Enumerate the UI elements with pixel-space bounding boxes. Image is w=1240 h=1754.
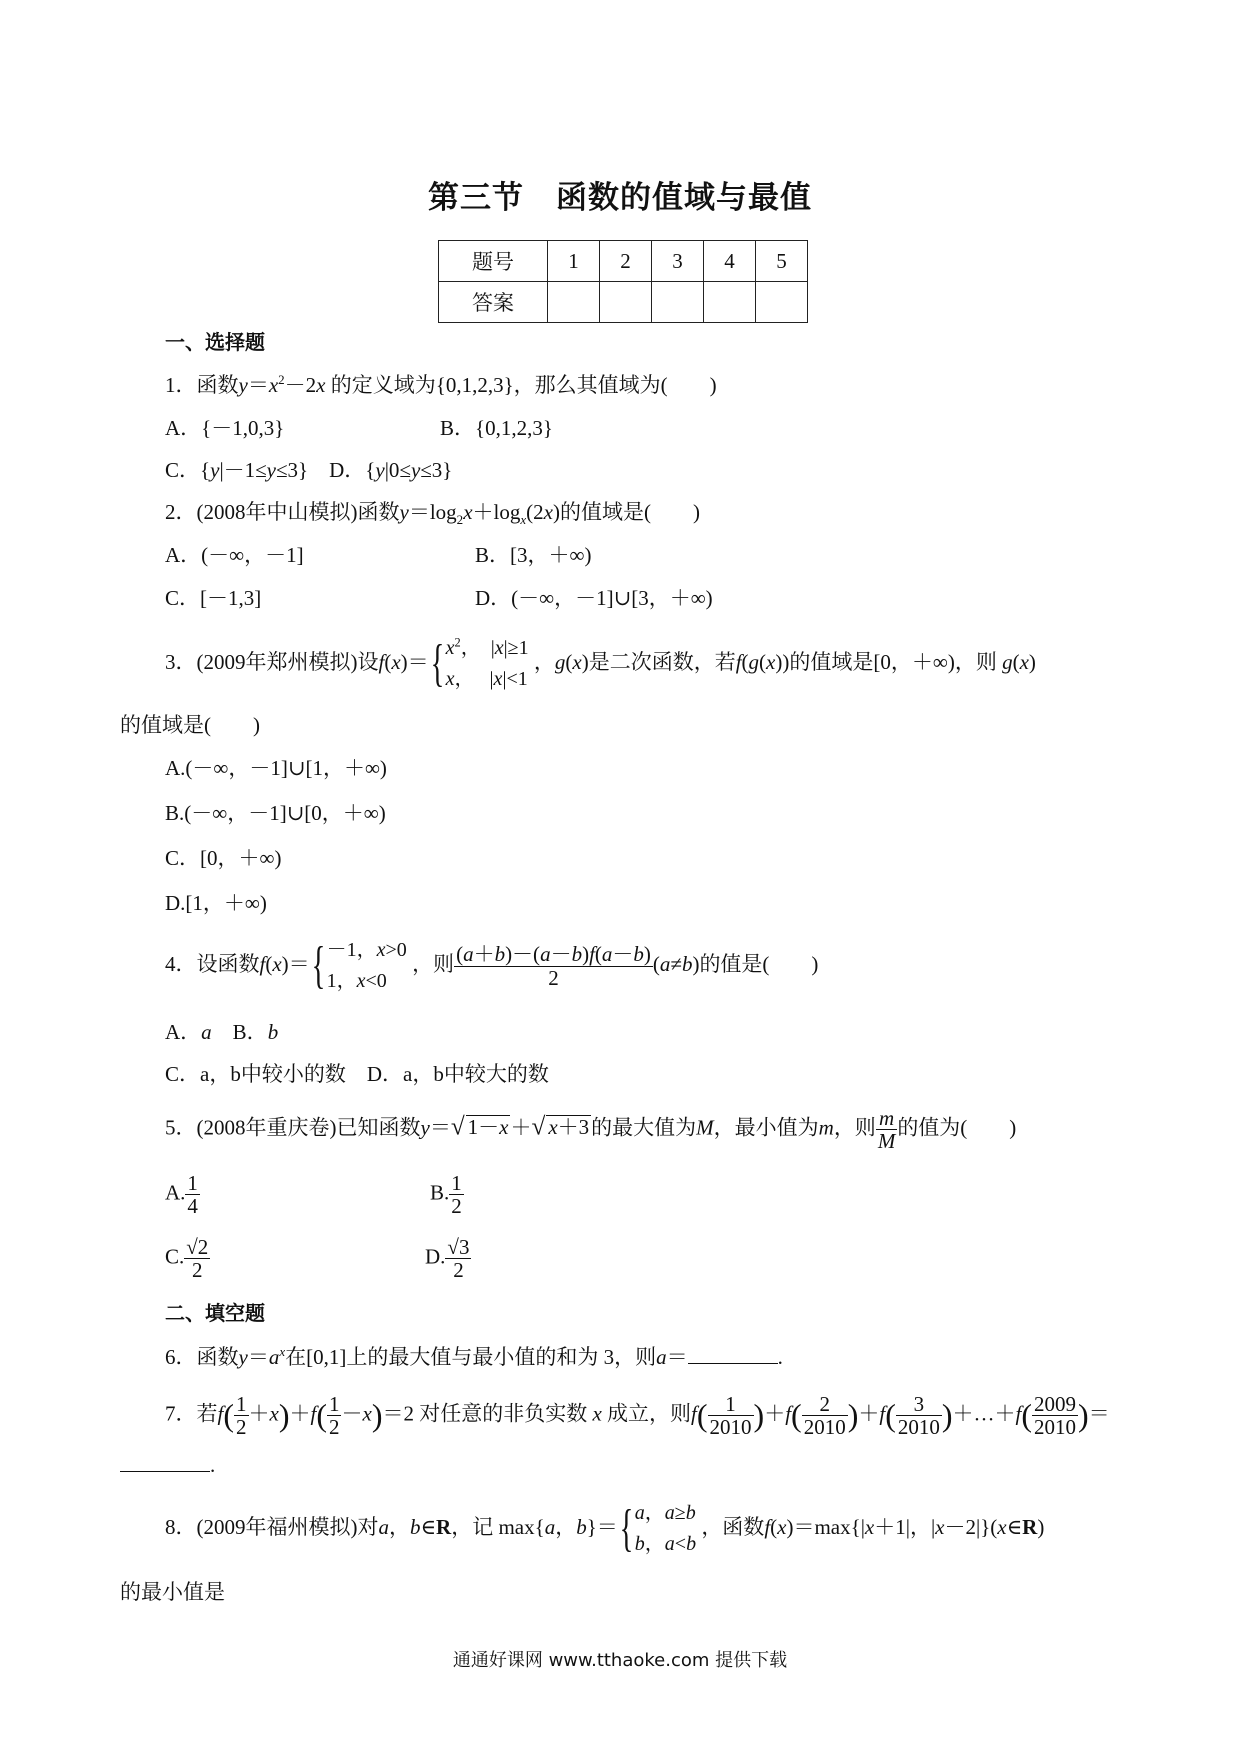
question-4: 4．设函数f(x)＝{－1，x>0 1，x<0 ，则 $\frac{(a+b)-(a-b)f(a-b)}{2}$ (a≠b)的值是( ) (165, 937, 819, 994)
q7-answer-blank[interactable]: . (120, 1455, 215, 1476)
answer-table-header-number: 题号 (439, 241, 548, 282)
answer-cell[interactable] (600, 282, 652, 323)
q2-option-d[interactable]: D．(－∞，－1]∪[3，＋∞) (475, 586, 713, 610)
question-3: 3．(2009年郑州模拟)设$f(x)=\{x^2$， |x|≥1 x， |x|<1 ，g(x)是二次函数，若f(g(x))的值域是[0，＋∞)，则 g(x) (165, 635, 1036, 692)
section-heading-fill: 二、填空题 (165, 1301, 265, 1325)
q3-option-b[interactable]: B.(－∞，－1]∪[0，＋∞) (165, 801, 386, 825)
q2-option-c[interactable]: C．[－1,3] (165, 586, 262, 610)
answer-table-col-1: 1 (548, 241, 600, 282)
q5-option-c[interactable]: C. $\frac{√2}{2}$ (165, 1235, 209, 1283)
answer-table (438, 240, 808, 323)
q1-options-cd[interactable]: C．{y|－1≤y≤3} D．{y|0≤y≤3} (165, 458, 453, 482)
question-2: 2．(2008年中山模拟)函数$y=\log_2x+\log_x(2x)$的值域是( ) (165, 500, 700, 528)
q5-option-d[interactable]: D. $\frac{√3}{2}$ (425, 1235, 470, 1283)
answer-cell[interactable] (756, 282, 808, 323)
question-6: 6．函数$y=a^x$在[0,1]上的最大值与最小值的和为 3，则a＝ . (165, 1344, 783, 1369)
q1-option-b[interactable]: B．{0,1,2,3} (440, 416, 553, 440)
section-heading-choice: 一、选择题 (165, 330, 265, 354)
q2-option-b[interactable]: B．[3，＋∞) (475, 543, 592, 567)
q4-options-cd[interactable]: C．a，b中较小的数 D．a，b中较大的数 (165, 1062, 549, 1086)
q4-options-ab[interactable]: A．a B．b (165, 1020, 279, 1044)
question-7: 7．若f( $\frac{1}{2}$ ＋x)＋f( $\frac{1}{2}$ －x)＝2 对任意的非负实数 x 成立，则f( $\frac{1}{2010}$ )＋f( $\frac{2}{2010}$ )＋f( $\frac{3}{2010}$ )＋…＋f( $\frac{2009}{2010}$ )＝ (165, 1392, 1110, 1440)
q2-option-a[interactable]: A．(－∞，－1] (165, 543, 304, 567)
answer-table-header-answer: 答案 (439, 282, 548, 323)
q1-option-a[interactable]: A．{－1,0,3} (165, 416, 285, 440)
q3-option-a[interactable]: A.(－∞，－1]∪[1，＋∞) (165, 756, 387, 780)
question-8-continued: 的最小值是 (120, 1580, 225, 1604)
answer-table-col-2: 2 (600, 241, 652, 282)
question-1: 1．函数$y=x^2-2x$ 的定义域为{0,1,2,3}，那么其值域为( ) (165, 372, 717, 397)
q3-option-c[interactable]: C．[0，＋∞) (165, 846, 282, 870)
question-8: 8．(2009年福州模拟)对a，b∈R，记 max{a，b}＝{a，a≥b b，a<b ，函数f(x)＝max{|x＋1|，|x－2|}(x∈R) (165, 1500, 1045, 1557)
page-title: 第三节 函数的值域与最值 (428, 180, 812, 215)
q6-answer-blank[interactable] (688, 1361, 778, 1364)
answer-cell[interactable] (704, 282, 756, 323)
q5-option-b[interactable]: B. $\frac{1}{2}$ (430, 1171, 462, 1219)
question-5: 5．(2008年重庆卷)已知函数y＝√ 1－x＋√ x＋3的最大值为M，最小值为m，则 $\frac{m}{M}$ 的值为( ) (165, 1106, 1017, 1154)
answer-table-col-3: 3 (652, 241, 704, 282)
question-3-continued: 的值域是( ) (120, 713, 260, 737)
q3-option-d[interactable]: D.[1，＋∞) (165, 891, 267, 915)
answer-table-col-5: 5 (756, 241, 808, 282)
footer-credit: 通通好课网 www.tthaoke.com 提供下载 (452, 1650, 788, 1671)
answer-cell[interactable] (548, 282, 600, 323)
answer-cell[interactable] (652, 282, 704, 323)
answer-table-col-4: 4 (704, 241, 756, 282)
q5-option-a[interactable]: A. $\frac{1}{4}$ (165, 1171, 198, 1219)
